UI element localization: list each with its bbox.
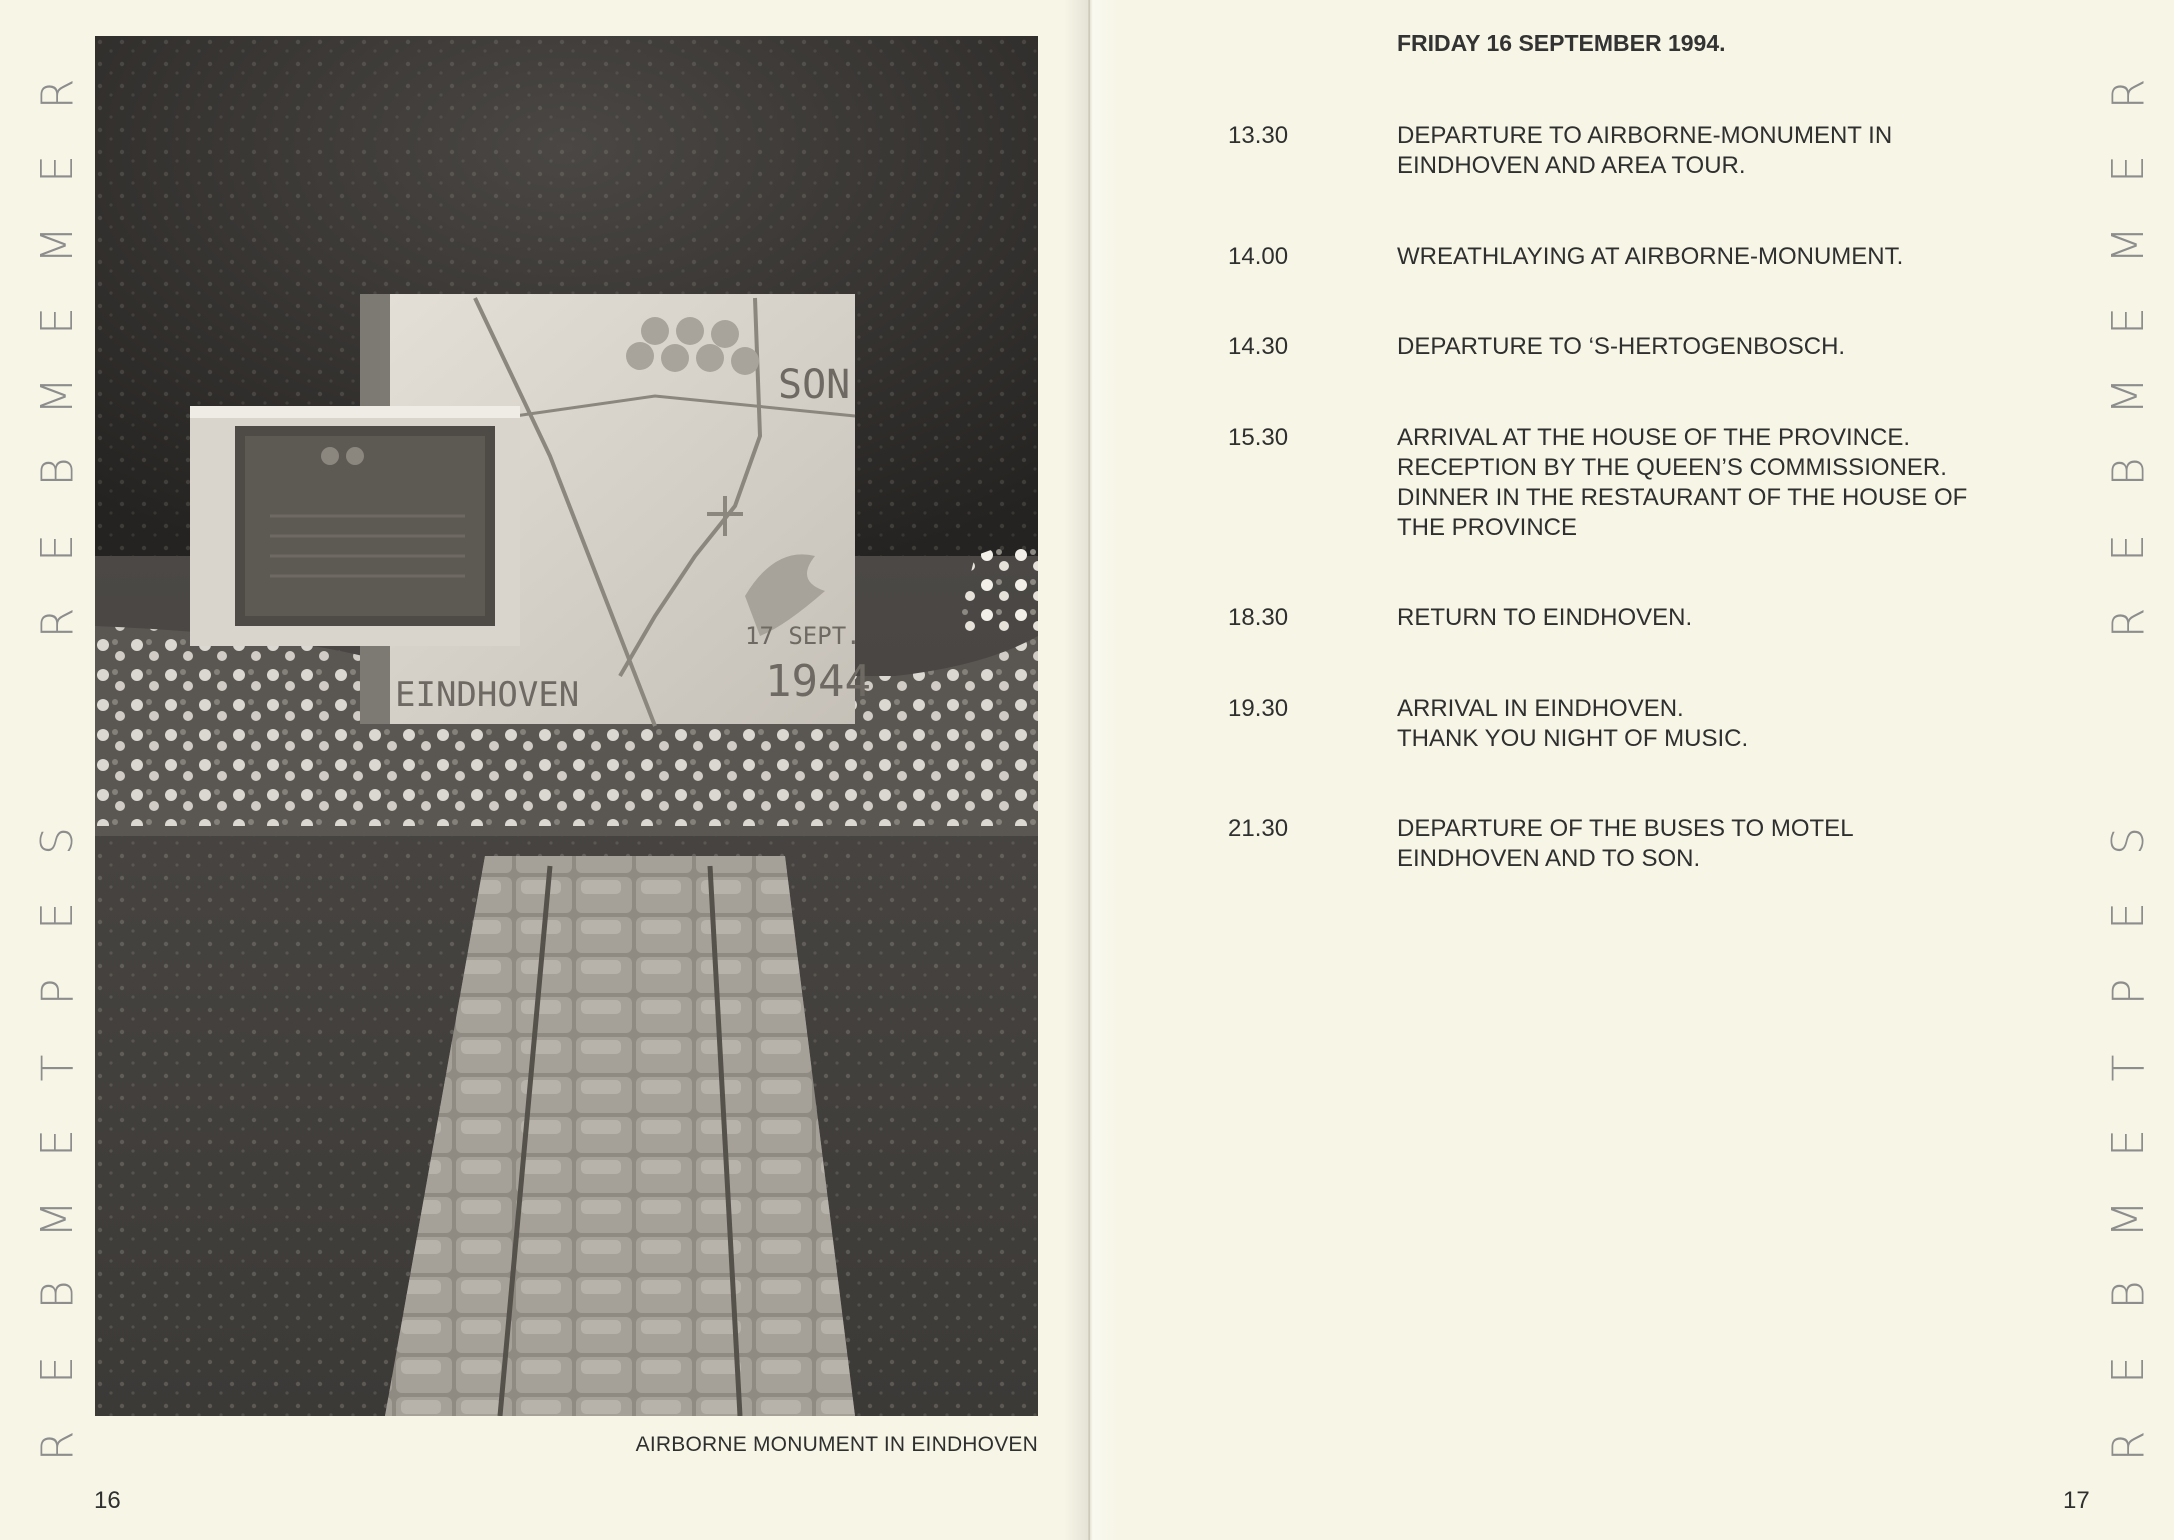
side-text-right bbox=[2099, 0, 2159, 1540]
page-number-left: 16 bbox=[94, 1487, 121, 1514]
description-line: WREATHLAYING AT AIRBORNE-MONUMENT. bbox=[1397, 243, 1904, 270]
side-text-left bbox=[28, 0, 88, 1540]
description-line: THE PROVINCE bbox=[1397, 514, 1578, 541]
side-letter: B bbox=[32, 457, 83, 487]
monument-photo bbox=[95, 36, 1038, 1416]
side-letter: M bbox=[32, 1200, 83, 1239]
description-line: EINDHOVEN AND TO SON. bbox=[1397, 845, 1701, 872]
side-letter: R bbox=[31, 78, 83, 109]
description-line: THANK YOU NIGHT OF MUSIC. bbox=[1397, 725, 1749, 752]
side-letter: E bbox=[32, 533, 83, 562]
book-gutter bbox=[1064, 0, 1118, 1540]
side-letter: E bbox=[32, 902, 83, 931]
side-letter: E bbox=[2103, 155, 2154, 184]
side-letter: B bbox=[32, 1280, 83, 1310]
schedule-heading: FRIDAY 16 SEPTEMBER 1994. bbox=[1397, 30, 1726, 56]
side-letter: E bbox=[32, 306, 83, 335]
schedule-description bbox=[1397, 121, 2047, 181]
schedule-description bbox=[1397, 814, 2047, 874]
side-letter: R bbox=[2102, 1430, 2154, 1462]
side-letter: E bbox=[2103, 533, 2154, 562]
monument-photo-drawing bbox=[95, 36, 1038, 1416]
description-line: DINNER IN THE RESTAURANT OF THE HOUSE OF bbox=[1397, 484, 1968, 511]
side-letter: E bbox=[32, 155, 83, 184]
side-letter: E bbox=[2103, 306, 2154, 335]
schedule-description bbox=[1397, 694, 2047, 754]
side-letter: M bbox=[32, 226, 83, 264]
side-letter: E bbox=[32, 1129, 83, 1158]
inscription-year: 1944 bbox=[765, 656, 871, 707]
description-line: RETURN TO EINDHOVEN. bbox=[1397, 604, 1693, 631]
side-letter: E bbox=[32, 1356, 83, 1385]
inscription-eindhoven: EINDHOVEN bbox=[395, 675, 580, 715]
side-letter: R bbox=[2102, 78, 2154, 109]
description-line: ARRIVAL AT THE HOUSE OF THE PROVINCE. bbox=[1397, 424, 1910, 451]
schedule-description bbox=[1397, 242, 2047, 272]
side-letter: E bbox=[2103, 1129, 2154, 1158]
description-line: EINDHOVEN AND AREA TOUR. bbox=[1397, 152, 1746, 179]
description-line: DEPARTURE TO ‘S-HERTOGENBOSCH. bbox=[1397, 333, 1846, 360]
schedule-time: 14.30 bbox=[1228, 333, 1289, 360]
side-letter: R bbox=[31, 608, 83, 639]
schedule-time: 13.30 bbox=[1228, 122, 1289, 149]
description-line: DEPARTURE TO AIRBORNE-MONUMENT IN bbox=[1397, 122, 1893, 149]
side-letter: R bbox=[2102, 608, 2154, 639]
side-letter: R bbox=[31, 1430, 83, 1462]
side-letter: P bbox=[2102, 978, 2154, 1006]
schedule-time: 18.30 bbox=[1228, 604, 1289, 631]
description-line: DEPARTURE OF THE BUSES TO MOTEL bbox=[1397, 815, 1854, 842]
side-letter: T bbox=[2102, 1054, 2154, 1082]
side-letter: M bbox=[2103, 226, 2154, 264]
side-letter: T bbox=[31, 1054, 83, 1082]
side-letter: E bbox=[2103, 1356, 2154, 1385]
side-letter: S bbox=[32, 826, 83, 855]
side-letter: E bbox=[2103, 902, 2154, 931]
side-letter: M bbox=[2103, 1200, 2154, 1239]
description-line: RECEPTION BY THE QUEEN’S COMMISSIONER. bbox=[1397, 454, 1947, 481]
page-number-right: 17 bbox=[2063, 1487, 2090, 1514]
inscription-date: 17 SEPT. bbox=[745, 622, 861, 650]
right-page bbox=[1090, 0, 2174, 1540]
side-letter: M bbox=[2103, 377, 2154, 416]
schedule-time: 14.00 bbox=[1228, 243, 1289, 270]
schedule-description bbox=[1397, 603, 2047, 633]
schedule-time: 19.30 bbox=[1228, 695, 1289, 722]
schedule-time: 15.30 bbox=[1228, 424, 1289, 451]
inscription-son: SON bbox=[778, 362, 851, 408]
photo-caption: AIRBORNE MONUMENT IN EINDHOVEN bbox=[635, 1433, 1038, 1456]
schedule-time: 21.30 bbox=[1228, 815, 1289, 842]
description-line: ARRIVAL IN EINDHOVEN. bbox=[1397, 695, 1684, 722]
side-letter: S bbox=[2103, 826, 2154, 855]
side-letter: B bbox=[2103, 1280, 2154, 1310]
side-letter: M bbox=[32, 377, 83, 416]
side-letter: B bbox=[2103, 457, 2154, 487]
schedule-description bbox=[1397, 423, 2047, 543]
schedule-description bbox=[1397, 332, 2047, 362]
side-letter: P bbox=[31, 978, 83, 1006]
